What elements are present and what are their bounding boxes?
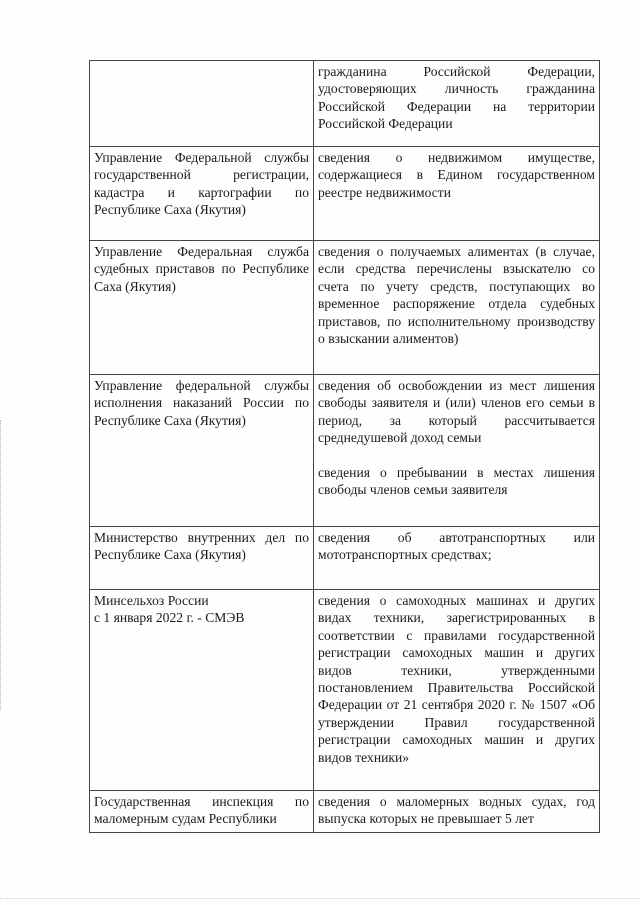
info-cell — [314, 375, 600, 527]
info-paragraph: сведения о пребывании в местах лишения свободы членов семьи заявителя — [318, 464, 595, 498]
table-row — [90, 590, 600, 791]
scan-bottom-edge — [0, 898, 640, 900]
agency-line: с 1 января 2022 г. - СМЭВ — [94, 610, 245, 626]
table-row — [90, 791, 600, 833]
agency-cell: Управление Федеральная служба судебных приставов по Республике Саха (Якутия) — [90, 241, 314, 375]
info-cell: гражданина Российской Федерации, удостоверяющих личность гражданина Российской Федерации на территории Российской Федерации — [314, 61, 600, 147]
table-row — [90, 61, 600, 147]
agency-cell: Государственная инспекция по маломерным судам Республики — [90, 791, 314, 833]
info-cell: сведения о самоходных машинах и других видах техники, зарегистрированных в соответствии с правилами государственной регистрации самоходных машин и других видов техники, утвержденными постановлением Правительства Российской Федерации от 21 сентября 2020 г. № 1507 «Об утверждении Правил государственной регистрации самоходных машин и других видов техники» — [314, 590, 600, 791]
agency-info-table — [89, 60, 600, 833]
table-row — [90, 147, 600, 241]
info-cell: сведения об автотранспортных или мототранспортных средствах; — [314, 527, 600, 590]
table-row — [90, 527, 600, 590]
info-cell: сведения о маломерных водных судах, год выпуска которых не превышает 5 лет — [314, 791, 600, 833]
agency-cell: Министерство внутренних дел по Республике Саха (Якутия) — [90, 527, 314, 590]
table-row — [90, 375, 600, 527]
agency-cell: Управление Федеральной службы государственной регистрации, кадастра и картографии по Республике Саха (Якутия) — [90, 147, 314, 241]
table-row — [90, 241, 600, 375]
paragraph-gap — [318, 447, 595, 464]
scan-margin-artifact — [0, 420, 3, 710]
agency-cell: Управление федеральной службы исполнения наказаний России по Республике Саха (Якутия) — [90, 375, 314, 527]
agency-cell — [90, 61, 314, 147]
agency-cell — [90, 590, 314, 791]
info-paragraph: сведения об освобождении из мест лишения свободы заявителя и (или) членов его семьи в период, за который рассчитывается среднедушевой доход семьи — [318, 378, 595, 446]
agency-line: Минсельхоз России — [94, 593, 209, 608]
info-cell: сведения о недвижимом имуществе, содержащиеся в Едином государственном реестре недвижимости — [314, 147, 600, 241]
info-cell: сведения о получаемых алиментах (в случае, если средства перечислены взыскателю со счета по учету средств, поступающих во временное распоряжение отдела судебных приставов, по исполнительному производству о взыскании алиментов) — [314, 241, 600, 375]
